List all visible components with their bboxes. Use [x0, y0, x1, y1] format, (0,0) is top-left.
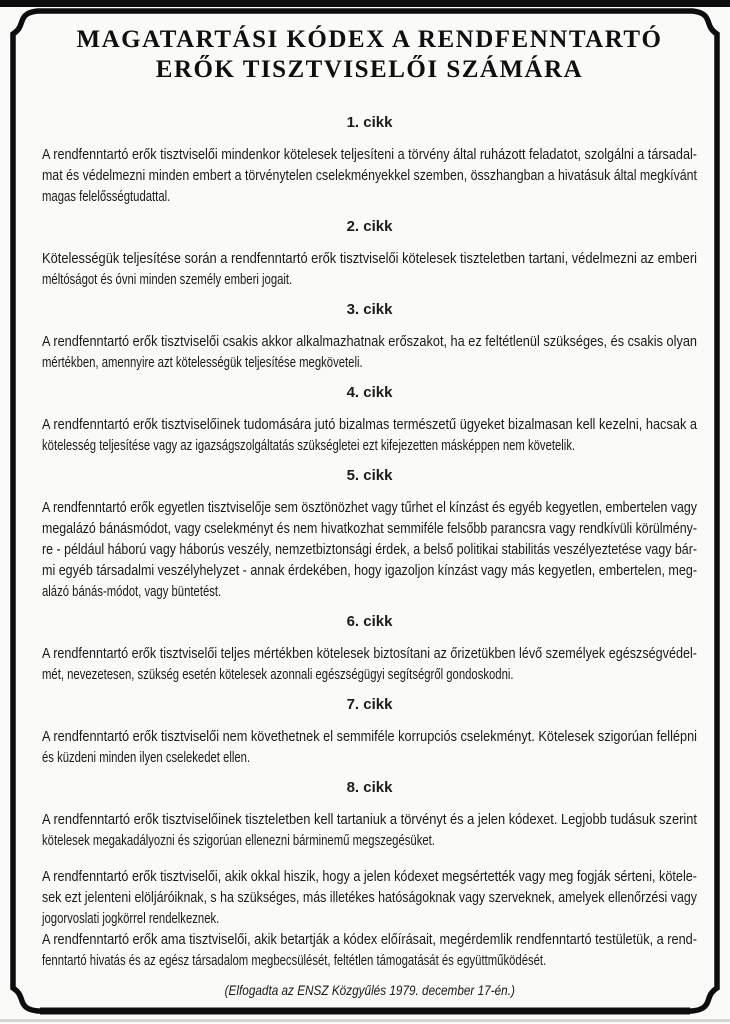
text-line — [42, 727, 697, 748]
text-line-content: A rendfenntartó erők ama tisztviselői, akik betartják a kódex előírásait, megérdemlik rendfenntartó testületük, a rend- — [42, 932, 697, 948]
title-line-2: ERŐK TISZTVISELŐI SZÁMÁRA — [155, 56, 584, 83]
text-line — [42, 415, 697, 436]
title-line-1: MAGATARTÁSI KÓDEX A RENDFENNTARTÓ — [76, 26, 663, 53]
article-4 — [42, 382, 697, 457]
paragraph — [42, 810, 697, 852]
paragraph — [42, 249, 697, 291]
text-line-content: A rendfenntartó erők tisztviselői csakis akkor alkalmazhatnak erőszakot, ha ez feltétlenül szükséges, és csakis olyan — [42, 334, 697, 350]
article-6 — [42, 611, 697, 686]
article-7 — [42, 694, 697, 769]
text-line — [42, 665, 697, 686]
text-line — [42, 540, 697, 561]
paragraph — [42, 145, 697, 208]
text-line — [42, 951, 697, 972]
article-heading: 2. cikk — [346, 218, 393, 235]
article-heading: 8. cikk — [346, 779, 393, 796]
text-line-content: kötelesek megakadályozni és szigorúan ellenezni bárminemű megszegésüket. — [42, 833, 435, 849]
text-line-content: mat és védelmezni minden embert a törvénytelen cselekményekkel szemben, összhangban a hivatásuk által megkívánt — [42, 168, 697, 184]
text-line — [42, 867, 697, 888]
article-3 — [42, 299, 697, 374]
article-heading: 3. cikk — [346, 301, 393, 318]
text-line — [42, 332, 697, 353]
adoption-note — [42, 980, 697, 1000]
text-line-content: sek ezt jelenteni elöljáróiknak, s ha szükséges, más illetékes hatóságoknak vagy szerveknek, amelyek ellenőrzési vagy — [42, 890, 697, 906]
scan-edge-bottom — [0, 1019, 730, 1022]
paragraph — [42, 498, 697, 603]
article-heading: 7. cikk — [346, 696, 393, 713]
article-8 — [42, 777, 697, 852]
text-line — [42, 187, 697, 208]
article-2 — [42, 216, 697, 291]
text-line — [42, 810, 697, 831]
paragraph — [42, 415, 697, 457]
text-line-content: A rendfenntartó erők tisztviselői nem követhetnek el semmiféle korrupciós cselekményt. Kötelesek szigorúan fellépni — [42, 729, 697, 745]
text-line-content: mét, nevezetesen, szükség esetén kötelesek azonnali egészségügyi segítségről gondoskodni. — [42, 667, 514, 683]
text-line — [42, 644, 697, 665]
text-line — [42, 166, 697, 187]
text-line-content: A rendfenntartó erők egyetlen tisztviselője sem ösztönözhet vagy tűrhet el kínzást és egyéb kegyetlen, embertelen vagy — [42, 500, 697, 516]
articles-container — [42, 112, 697, 972]
text-line — [42, 930, 697, 951]
article-heading: 6. cikk — [346, 613, 393, 630]
article-heading: 4. cikk — [346, 384, 393, 401]
text-line-content: kötelesség teljesítése vagy az igazságszolgáltatás szükségletei ezt kifejezetten másképpen nem követelik. — [42, 438, 576, 454]
article-1 — [42, 112, 697, 208]
adoption-note-text: (Elfogadta az ENSZ Közgyűlés 1979. december 17-én.) — [224, 982, 515, 998]
paragraph — [42, 727, 697, 769]
text-line — [42, 145, 697, 166]
paragraph — [42, 867, 697, 930]
text-line — [42, 498, 697, 519]
text-line-content: A rendfenntartó erők tisztviselői mindenkor kötelesek teljesíteni a törvény által ruházott feladatot, szolgálni a társadal- — [42, 147, 697, 163]
article-5 — [42, 465, 697, 603]
text-line-content: magas felelősségtudattal. — [42, 189, 171, 205]
paragraph — [42, 644, 697, 686]
text-line — [42, 561, 697, 582]
text-line-content: mértékben, amennyire azt kötelességük teljesítése megköveteli. — [42, 355, 363, 371]
text-line-content: A rendfenntartó erők tisztviselőinek tiszteletben kell tartaniuk a törvényt és a jelen kódexet. Legjobb tudásuk szerint — [42, 812, 697, 828]
closing-paragraphs — [42, 867, 697, 972]
article-heading: 1. cikk — [346, 114, 393, 131]
text-line-content: A rendfenntartó erők tisztviselői teljes mértékben kötelesek biztosítani az őrizetükben lévő személyek egészségvédel- — [42, 646, 697, 662]
article-heading: 5. cikk — [346, 467, 393, 484]
text-line-content: megalázó bánásmódot, vagy cselekményt és nem hivatkozhat semmiféle felsőbb parancsra vagy rendkívüli körülmény- — [42, 521, 697, 537]
paragraph — [42, 930, 697, 972]
text-line — [42, 519, 697, 540]
text-line-content: és küzdeni minden ilyen cselekedet ellen. — [42, 750, 251, 766]
text-line — [42, 888, 697, 909]
text-line-content: méltóságot és óvni minden személy emberi jogait. — [42, 272, 293, 288]
text-line-content: alázó bánás-módot, vagy büntetést. — [42, 584, 222, 600]
text-line — [42, 353, 697, 374]
text-line-content: mi egyéb társadalmi veszélyhelyzet - annak érdekében, hogy igazoljon kínzást vagy más kegyetlen, embertelen, meg- — [42, 563, 697, 579]
text-line — [42, 909, 697, 930]
text-line — [42, 831, 697, 852]
text-line-content: fenntartó hivatás és az egész társadalom megbecsülését, feltétlen támogatását és együttműködését. — [42, 953, 547, 969]
text-line — [42, 436, 697, 457]
text-line-content: re - például háború vagy háborús veszély, nemzetbiztonsági érdek, a belső politikai stabilitás veszélyeztetése vagy bár- — [42, 542, 697, 558]
text-line-content: Kötelességük teljesítése során a rendfenntartó erők tisztviselői kötelesek tiszteletben tartani, védelmezni az emberi — [42, 251, 697, 267]
text-line — [42, 249, 697, 270]
paragraph — [42, 332, 697, 374]
text-line — [42, 748, 697, 769]
text-line-content: A rendfenntartó erők tisztviselőinek tudomására jutó bizalmas természetű ügyeket bizalmasan kell kezelni, hacsak a — [42, 417, 697, 433]
text-line — [42, 582, 697, 603]
text-line-content: jogorvoslati jogkörrel rendelkeznek. — [42, 911, 220, 927]
text-line — [42, 270, 697, 291]
text-line-content: A rendfenntartó erők tisztviselői, akik okkal hiszik, hogy a jelen kódexet megsértették vagy meg fogják sérteni, kötele- — [42, 869, 697, 885]
document-title — [42, 25, 697, 85]
